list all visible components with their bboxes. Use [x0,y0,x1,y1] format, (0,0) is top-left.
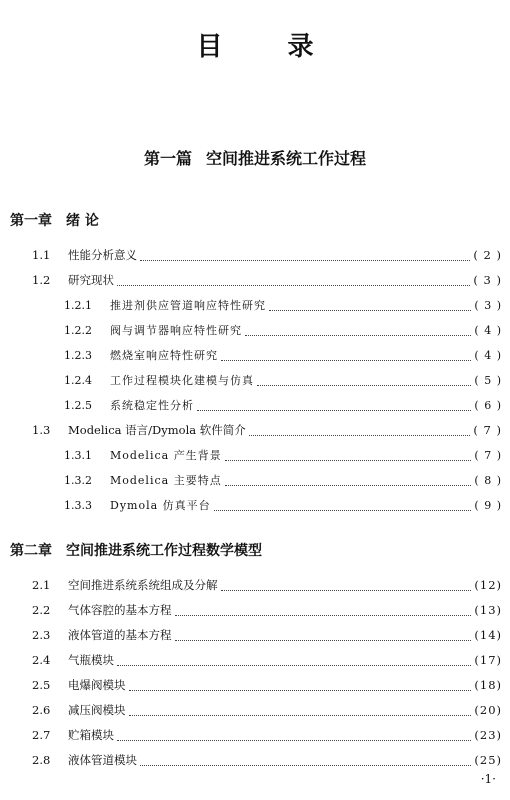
leader-dots [249,426,471,436]
entry-number: 1.2.1 [64,299,92,312]
entry-title: 空间推进系统系统组成及分解 [68,578,218,592]
entry-number: 1.2.5 [64,399,92,412]
chapter-title: 绪 论 [66,213,99,229]
toc-entry[interactable] [32,272,502,292]
toc-entry[interactable] [32,577,502,597]
toc-entry[interactable] [32,652,502,672]
leader-dots [257,376,471,386]
entry-number: 1.2 [32,273,51,287]
entry-title: 液体管道模块 [68,753,137,767]
page-title: 目 录 [196,32,342,62]
toc-subentry[interactable] [64,322,502,342]
entry-title: 系统稳定性分析 [110,399,194,412]
entry-page: (12) [474,578,502,592]
entry-number: 2.1 [32,578,51,592]
entry-number: 2.3 [32,628,51,642]
entry-page: ( 8 ) [474,474,502,487]
entry-title: 工作过程模块化建模与仿真 [110,374,254,387]
toc-entry[interactable] [32,702,502,722]
entry-title: 电爆阀模块 [68,678,126,692]
leader-dots [117,656,471,666]
entry-number: 1.3.2 [64,474,92,487]
leader-dots [129,706,472,716]
entry-page: ( 9 ) [474,499,502,512]
entry-title: Modelica 语言/Dymola 软件简介 [68,423,246,437]
chapter-number: 第一章 [10,213,52,229]
entry-page: (20) [474,703,502,717]
toc-subentry[interactable] [64,297,502,317]
toc-subentry[interactable] [64,497,502,517]
entry-page: ( 7 ) [474,449,502,462]
leader-dots [221,351,471,361]
entry-number: 1.2.3 [64,349,92,362]
entry-number: 1.3 [32,423,51,437]
entry-page: ( 3 ) [473,273,502,287]
entry-page: ( 6 ) [474,399,502,412]
entry-title: 气体容腔的基本方程 [68,603,172,617]
chapter-title: 空间推进系统工作过程数学模型 [66,543,262,559]
entry-number: 2.6 [32,703,51,717]
toc-entry[interactable] [32,627,502,647]
entry-title: 阀与调节器响应特性研究 [110,324,242,337]
entry-title: 液体管道的基本方程 [68,628,172,642]
entry-number: 2.2 [32,603,51,617]
entry-title: 贮箱模块 [68,728,114,742]
part-heading [0,146,510,169]
toc-subentry[interactable] [64,397,502,417]
page-number-footer: ·1· [480,772,496,786]
entry-page: ( 4 ) [474,349,502,362]
chapter-number: 第二章 [10,543,52,559]
chapter-heading [10,210,99,230]
entry-page: ( 4 ) [474,324,502,337]
leader-dots [214,501,472,511]
leader-dots [117,731,471,741]
toc-subentry[interactable] [64,372,502,392]
toc-entry[interactable] [32,422,502,442]
entry-number: 1.3.3 [64,499,92,512]
toc-subentry[interactable] [64,347,502,367]
toc-entry[interactable] [32,677,502,697]
entry-number: 2.5 [32,678,51,692]
leader-dots [129,681,472,691]
entry-title: Dymola 仿真平台 [110,499,211,512]
entry-number: 2.4 [32,653,51,667]
toc-entry[interactable] [32,752,502,772]
entry-page: (14) [474,628,502,642]
chapter-heading [10,540,262,560]
entry-title: 性能分析意义 [68,248,137,262]
entry-title: 气瓶模块 [68,653,114,667]
entry-number: 2.7 [32,728,51,742]
leader-dots [175,606,472,616]
entry-number: 1.2.2 [64,324,92,337]
entry-number: 1.2.4 [64,374,92,387]
leader-dots [269,301,471,311]
toc-entry[interactable] [32,247,502,267]
leader-dots [140,251,470,261]
leader-dots [221,581,472,591]
leader-dots [140,756,471,766]
leader-dots [175,631,472,641]
toc-entry[interactable] [32,602,502,622]
toc-entry[interactable] [32,727,502,747]
entry-page: (13) [474,603,502,617]
entry-title: Modelica 主要特点 [110,474,222,487]
entry-page: (17) [474,653,502,667]
entry-page: ( 2 ) [473,248,502,262]
part-number: 第一篇 [143,149,192,168]
entry-number: 1.3.1 [64,449,92,462]
toc-subentry[interactable] [64,472,502,492]
entry-title: 研究现状 [68,273,114,287]
entry-page: (18) [474,678,502,692]
leader-dots [117,276,470,286]
toc-subentry[interactable] [64,447,502,467]
part-title: 空间推进系统工作过程 [206,149,367,168]
entry-page: (25) [474,753,502,767]
leader-dots [225,451,472,461]
entry-page: (23) [474,728,502,742]
entry-title: 推进剂供应管道响应特性研究 [110,299,266,312]
leader-dots [197,401,471,411]
entry-number: 2.8 [32,753,51,767]
entry-page: ( 3 ) [474,299,502,312]
entry-number: 1.1 [32,248,51,262]
entry-title: 燃烧室响应特性研究 [110,349,218,362]
entry-page: ( 7 ) [473,423,502,437]
entry-title: Modelica 产生背景 [110,449,222,462]
entry-page: ( 5 ) [474,374,502,387]
leader-dots [225,476,472,486]
leader-dots [245,326,471,336]
entry-title: 减压阀模块 [68,703,126,717]
